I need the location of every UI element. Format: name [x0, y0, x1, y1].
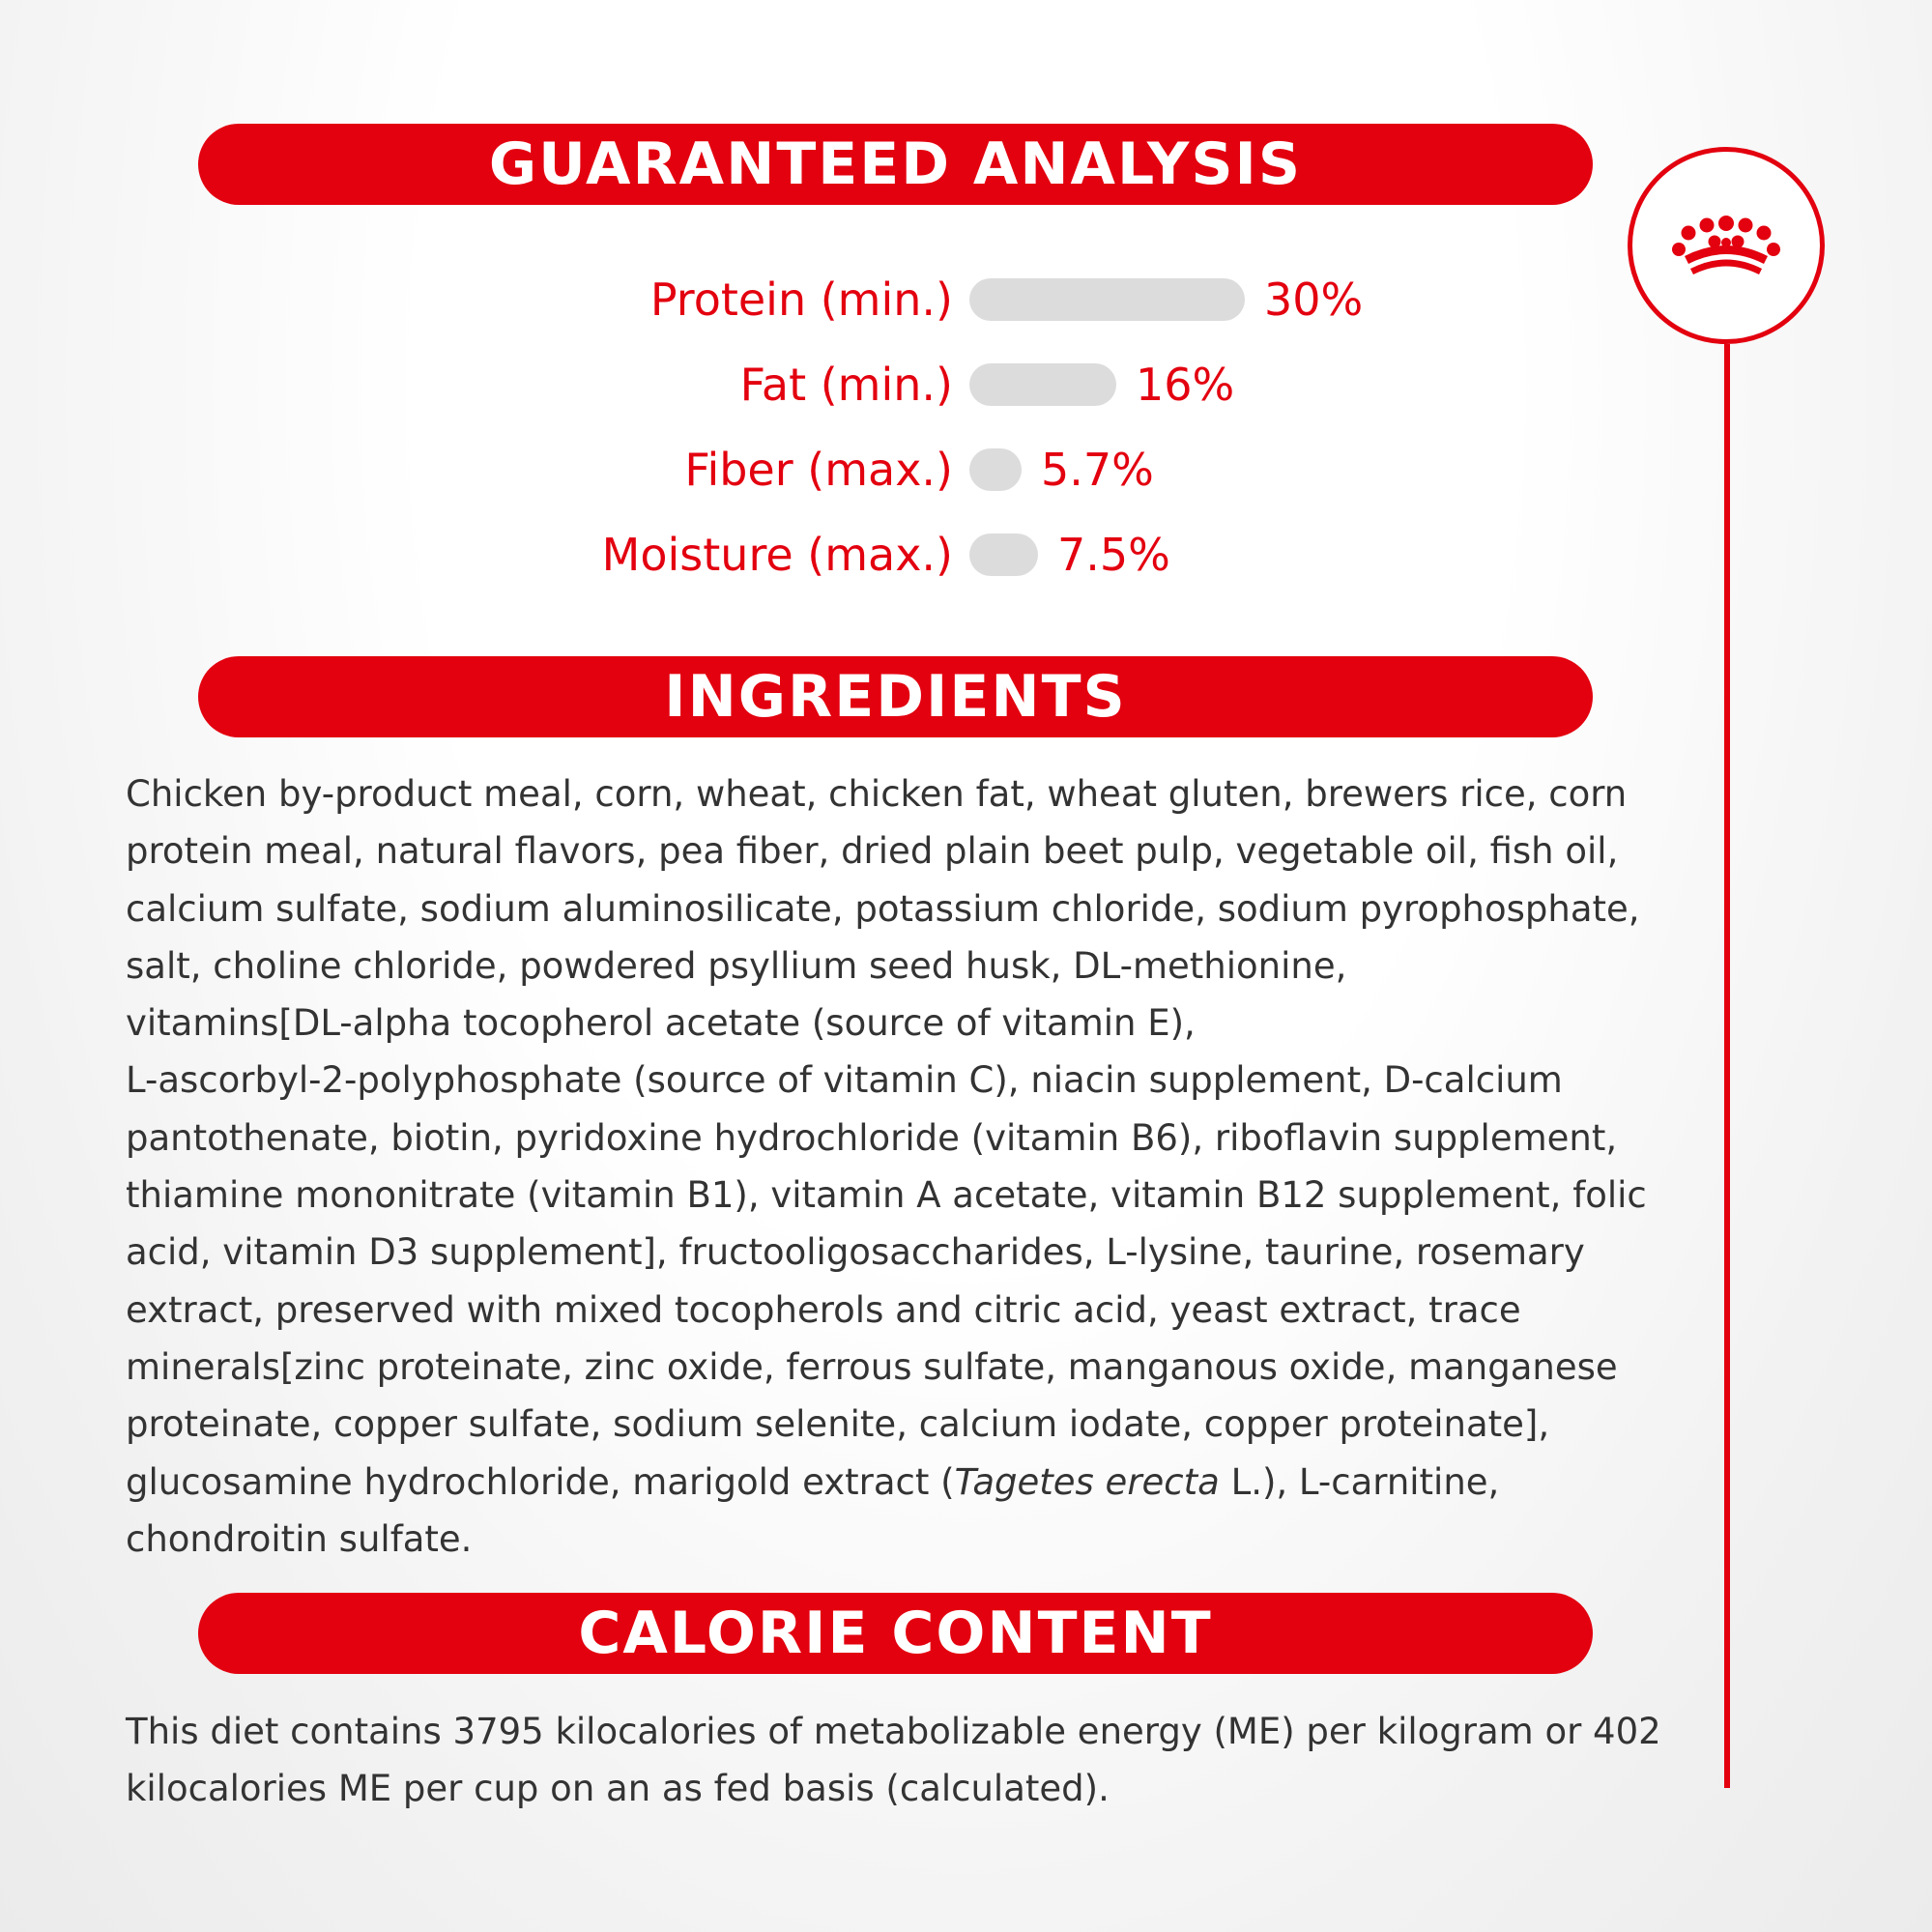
nutrient-label: Fiber (max.) — [684, 444, 953, 496]
analysis-row-moisture — [0, 526, 1932, 584]
guaranteed-analysis-banner — [198, 124, 1593, 205]
text-line: kilocalories ME per cup on an as fed basis (calculated). — [126, 1768, 1110, 1810]
text-line: This diet contains 3795 kilocalories of metabolizable energy (ME) per kilogram or 402 — [126, 1711, 1661, 1752]
text-line: calcium sulfate, sodium aluminosilicate, potassium chloride, sodium pyrophosphate, — [126, 887, 1640, 930]
text-line: chondroitin sulfate. — [126, 1517, 473, 1560]
text-line — [126, 1454, 1653, 1511]
nutrient-bar — [969, 363, 1116, 406]
nutrient-label: Fat (min.) — [739, 359, 953, 411]
section-title: INGREDIENTS — [664, 663, 1127, 731]
text-line: minerals[zinc proteinate, zinc oxide, ferrous sulfate, manganous oxide, manganese — [126, 1345, 1618, 1388]
nutrient-value: 7.5% — [1057, 529, 1170, 581]
crown-icon — [1632, 152, 1820, 339]
text-line: proteinate, copper sulfate, sodium selenite, calcium iodate, copper proteinate], — [126, 1403, 1550, 1446]
nutrient-bar — [969, 278, 1245, 321]
text-line: pantothenate, biotin, pyridoxine hydrochloride (vitamin B6), riboflavin supplement, — [126, 1116, 1618, 1159]
calorie-text — [126, 1703, 1661, 1818]
text-line: salt, choline chloride, powdered psyllium seed husk, DL-methionine, — [126, 944, 1347, 987]
text-line: thiamine mononitrate (vitamin B1), vitamin A acetate, vitamin B12 supplement, folic — [126, 1174, 1647, 1217]
text-fragment: glucosamine hydrochloride, marigold extract ( — [126, 1460, 955, 1503]
text-line: vitamins[DL-alpha tocopherol acetate (source of vitamin E), — [126, 1002, 1196, 1045]
analysis-row-fat — [0, 356, 1932, 414]
nutrient-value: 5.7% — [1041, 444, 1154, 496]
text-line: acid, vitamin D3 supplement], fructooligosaccharides, L-lysine, taurine, rosemary — [126, 1231, 1585, 1274]
text-line: L-ascorbyl-2-polyphosphate (source of vitamin C), niacin supplement, D-calcium — [126, 1059, 1563, 1102]
section-title: CALORIE CONTENT — [578, 1600, 1213, 1667]
text-fragment: L.), L-carnitine, — [1219, 1460, 1500, 1503]
text-line: Chicken by-product meal, corn, wheat, chicken fat, wheat gluten, brewers rice, corn — [126, 773, 1628, 815]
nutrient-bar — [969, 533, 1038, 576]
brand-logo — [1628, 147, 1825, 344]
calorie-content-banner — [198, 1593, 1593, 1674]
text-line: protein meal, natural flavors, pea fiber, dried plain beet pulp, vegetable oil, fish oil, — [126, 830, 1619, 873]
analysis-row-fiber — [0, 441, 1932, 499]
vertical-accent-line — [1724, 344, 1730, 1788]
species-name: Tagetes erecta — [954, 1460, 1220, 1503]
nutrient-label: Protein (min.) — [649, 274, 953, 326]
nutrient-value: 30% — [1264, 274, 1364, 326]
ingredients-banner — [198, 656, 1593, 737]
nutrient-value: 16% — [1136, 359, 1235, 411]
nutrient-label: Moisture (max.) — [601, 529, 953, 581]
ingredients-text — [126, 765, 1653, 1568]
section-title: GUARANTEED ANALYSIS — [488, 130, 1303, 198]
nutrient-bar — [969, 448, 1022, 491]
text-line: extract, preserved with mixed tocopherols and citric acid, yeast extract, trace — [126, 1288, 1521, 1331]
